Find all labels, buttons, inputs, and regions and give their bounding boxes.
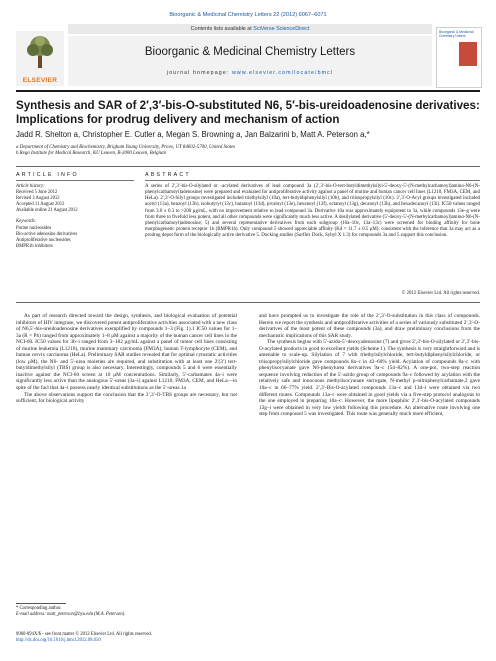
publication-info [16, 632, 237, 644]
online-date: Available online 21 August 2012 [16, 208, 78, 214]
journal-title: Bioorganic & Medicinal Chemistry Letters [144, 46, 356, 58]
body-paragraph: The synthesis begins with 5′-azido-5′-deoxyadenosine (7) and gives 2′,3′-bis-O-silylated or 2′,3′-bis-O-acylated products in good to excellent yields (Scheme 1). The synthesis is very straightforward and is amenable to scale-up. Silylation of 7 with triethylsilylchloride, tert-butyldiphenylsilylchloride, or triisopropylsilylchloride gave compounds 8a–c in 42–60% yield. Acylation of compounds 8a–c with phenylisocyanate gave N6-phenylurea derivatives 9a–c (54–82%). A one-pot, two-step reaction sequence involving reduction of the 5′-azido group of compounds 9a–c followed by acylation with the relatively safe and innocuous methylisocyanate surrogate, N-methyl p-nitrophenylcarbamate,2 gave 10a–c in 66–77% yield. 2′,3′-Bis-O-acylated compounds 13a–c and 13d–i were obtained via two different routes. Compounds 13a–c were obtained in good yields via a five-step protocol analogous to the one employed in preparing 10a–c. However, the more lipophilic 2′,3′-bis-O-acylated compounds 13g–i were obtained in very low yields following this procedure. An alternative route involving one step from compound 5 was investigated. This route was generally much more efficient, [259, 339, 480, 418]
keyword: Antiproliferative nucleosides [16, 237, 71, 243]
sciverse-link[interactable]: SciVerse ScienceDirect [253, 26, 310, 32]
doi-link[interactable]: http://dx.doi.org/10.1016/j.bmcl.2012.08.050 [16, 638, 101, 643]
keyword: Purine nucleosides [16, 225, 52, 231]
abstract-heading: ABSTRACT [145, 172, 191, 178]
body-paragraph: The above observations support the conclusion that the 2′,3′-O-TBS groups are necessary, but not sufficient, for biological activity [16, 391, 237, 405]
journal-header [16, 24, 480, 86]
issn-line: 0960-894X/$ - see front matter © 2012 Elsevier Ltd. All rights reserved. [16, 632, 152, 637]
journal-citation: Bioorganic & Medicinal Chemistry Letters 22 (2012) 6067–6071 [169, 12, 327, 18]
elsevier-tree-icon [24, 34, 56, 70]
received-date: Received 5 June 2012 [16, 190, 58, 196]
contents-available-line [68, 24, 432, 34]
abstract-text: A series of 2′,3′-bis-O-silylated or -acylated derivatives of lead compound 3a (2′,3′-bis-O-tert-butyldimethylsilyl-5′-deoxy-5′-(N-methylcarbamoyl)amino-N6-(N-phenylcarbamoyl)adenosine) were prepared and evaluated for antiproliferative activity against a panel of murine and human cancer cell lines (L1210, FM3A, CEM, and HeLa). 2′,3′-O-Silyl groups investigated included triethylsilyl (10a), tert-butyldiphenylsilyl (10b), and triisopropylsilyl (10c). 2′,3′-O-Acyl groups investigated included acetyl (13a), benzoyl (13b), isobutyryl (13c), butanoyl (13d), pivaloyl (13e), hexanoyl (13f), octanoyl (13g), decanoyl (13h), and hexadecanoyl (13i). IC50 values ranged from 3.0 ± 0.3 to >200 μg/mL, with no improvement relative to lead compound 3a. Derivative 10a was approximately equipotent to 3a, while compounds 13e–g were from three to fivefold less potent, and all other compounds were significantly much less active. A desilylated derivative (5′-deoxy-5′-(N-methylcarbamoyl)amino-N6-(N-phenylcarbamoyl)adenosine; 5) and several representative derivatives from each subgroup (10a–10c, 13a–13c) were screened for binding affinity for bone morphogenetic protein receptor 1b (BMPR1b). Only compound 5 showed appreciable affinity (Kd = 11.7 ± 0.5 μM), consistent with the inference that 3a may act as a prodrug depot form of the biologically active derivative 5. Docking studies (Surflex Dock, Sybyl X 1.3) for compounds 3a and 5 support this conclusion. [145, 184, 480, 239]
affiliation-b: b Rega Institute for Medical Research, KU Leuven, B-3000 Leuven, Belgium [16, 151, 166, 157]
body-right-column [259, 313, 480, 418]
abstract-rule [145, 180, 480, 181]
corresponding-author-footnote [16, 606, 237, 618]
keyword: BMPR1b inhibitors [16, 243, 53, 249]
author-email[interactable]: E-mail address: matt_peterson@byu.edu (M.A. Peterson). [16, 612, 126, 617]
body-left-column [16, 313, 237, 405]
affiliations [16, 145, 480, 158]
abstract-divider [16, 302, 480, 303]
elsevier-wordmark: ELSEVIER [22, 77, 58, 84]
revised-date: Revised 3 August 2012 [16, 196, 60, 202]
homepage-link[interactable]: www.elsevier.com/locate/bmcl [232, 70, 334, 76]
article-title: Synthesis and SAR of 2′,3′-bis-O-substituted N6, 5′-bis-ureidoadenosine derivatives: Implications for prodrug delivery and mechanism of action [16, 99, 480, 126]
body-paragraph: As part of research directed toward the design, synthesis, and biological evaluation of potential inhibitors of HIV integrase, we discovered potent antiproliferative activities associated with a new class of N6,5′-bis-ureidoadenosine derivatives exemplified by compounds 1–3 (Fig. 1).1 IC50 values for 1–3a (R = Ph) ranged from approximately 1–8 μM against a majority of the human cancer cell lines in the NCI-60. IC50 values for 3b–i ranged from 3–182 μg/mL against a panel of tumor cell lines consisting of murine leukemia (L1210), murine mammary carcinoma (FM3A), human T-lymphocyte (CEM), and human cervix carcinoma (HeLa). Preliminary SAR studies revealed that for optimal cytostatic activities (low μM), the N6- and 5′-urea moieties are required, and substitution with at least one 2′(3′) tert-butyldimethylsilyl (TBS) group is also necessary. Interestingly, compounds 5 and 6 were essentially inactive against the NCI-60 screen at 10 μM concentrations. Similarly, 5′-carbamates 4a–i were significantly less active than the analogous 5′-ureas (3a–i) against L1210, FM3A, CEM, and HeLa—in spite of the fact that 4a–i possess nearly identical substitutions as the 5′-ureas.1a [16, 313, 237, 392]
affiliation-divider [16, 166, 480, 167]
article-info-heading: ARTICLE INFO [16, 172, 79, 178]
affiliation-a: a Department of Chemistry and Biochemistry, Brigham Young University, Provo, UT 84602-5700, United States [16, 145, 236, 150]
elsevier-logo [16, 31, 64, 86]
keywords-heading: Keywords: [16, 219, 37, 225]
keyword: Bio-active adenosine derivatives [16, 231, 78, 237]
homepage-label: journal homepage: [166, 70, 232, 76]
cover-image [459, 42, 477, 66]
header-divider [16, 90, 480, 92]
journal-cover-thumbnail [436, 27, 482, 88]
body-paragraph: and have prompted us to investigate the role of the 2′,3′-O-substitution in this class of compounds. Herein we report the synthesis and antiproliferative activities of a series of variously substituted 2′,3′-O-derivatives of the most potent of these compounds (3a), and draw preliminary conclusions from the mechanistic implications of this SAR study. [259, 313, 480, 339]
corresponding-label: * Corresponding author. [16, 606, 62, 611]
footnote-divider [16, 603, 66, 604]
accepted-date: Accepted 11 August 2012 [16, 202, 65, 208]
author-list: Jadd R. Shelton a, Christopher E. Cutler a, Megan S. Browning a, Jan Balzarini b, Matt A. Peterson a,* [16, 130, 370, 139]
copyright-notice: © 2012 Elsevier Ltd. All rights reserved. [401, 291, 480, 296]
article-info [16, 184, 134, 250]
journal-homepage [68, 70, 432, 76]
history-heading: Article history: [16, 184, 45, 189]
contents-text: Contents lists available at [190, 26, 254, 32]
cover-title: Bioorganic & Medicinal Chemistry Letters [439, 30, 474, 38]
journal-title-band [68, 36, 432, 86]
article-info-rule [16, 180, 134, 181]
